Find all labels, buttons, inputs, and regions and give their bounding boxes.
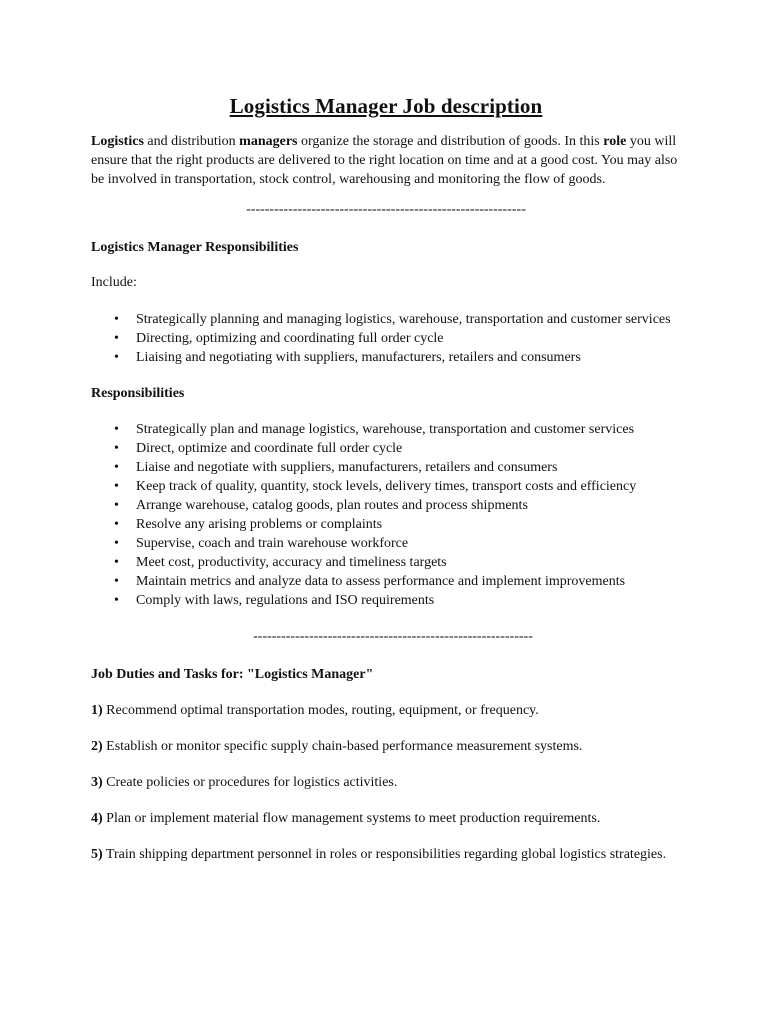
list-item-text: Directing, optimizing and coordinating full order cycle (136, 331, 444, 346)
divider-line: ------------------------------------------------------------ (246, 202, 526, 217)
duty-number: 1) (91, 703, 103, 718)
bullet-icon: • (114, 479, 119, 494)
list-item-text: Strategically planning and managing logistics, warehouse, transportation and customer services (136, 312, 671, 327)
intro-bold-role: role (603, 134, 627, 149)
duty-number: 5) (91, 847, 103, 862)
bullet-icon: • (114, 536, 119, 551)
page-title: Logistics Manager Job description (229, 94, 543, 118)
duty-number: 4) (91, 811, 103, 826)
bullet-icon: • (114, 350, 119, 365)
intro-text-1: and distribution (143, 134, 240, 149)
list-item (91, 572, 681, 591)
document-page (91, 92, 681, 864)
duty-number: 3) (91, 775, 103, 790)
list-item-text: Keep track of quality, quantity, stock levels, delivery times, transport costs and efficiency (136, 479, 637, 494)
list-item (91, 496, 681, 515)
list-item-text: Comply with laws, regulations and ISO requirements (136, 593, 435, 608)
list-item (91, 310, 681, 329)
list-item (91, 329, 681, 348)
list-item (91, 439, 681, 458)
section-heading-responsibilities: Responsibilities (91, 386, 185, 401)
list-item-text: Maintain metrics and analyze data to assess performance and implement improvements (136, 574, 626, 589)
intro-text-2: organize the storage and distribution of goods. In this (297, 134, 604, 149)
duty-text: Plan or implement material flow management systems to meet production requirements. (102, 811, 601, 826)
duty-text: Establish or monitor specific supply chain-based performance measurement systems. (102, 739, 583, 754)
include-label: Include: (91, 275, 137, 290)
list-item-text: Supervise, coach and train warehouse workforce (136, 536, 409, 551)
duty-item (91, 809, 681, 828)
duty-number: 2) (91, 739, 103, 754)
bullet-icon: • (114, 555, 119, 570)
list-item (91, 348, 681, 367)
duty-text: Recommend optimal transportation modes, routing, equipment, or frequency. (102, 703, 539, 718)
duty-item (91, 845, 681, 864)
duty-item (91, 737, 681, 756)
list-item (91, 553, 681, 572)
bullet-icon: • (114, 331, 119, 346)
list-item-text: Liaise and negotiate with suppliers, manufacturers, retailers and consumers (136, 460, 558, 475)
list-item (91, 591, 681, 610)
duty-text: Create policies or procedures for logistics activities. (102, 775, 398, 790)
intro-text-3: you will ensure that the right products are delivered to the right location on time and at a good cost. You may also be involved in transportation, stock control, warehousing and monitoring the flow of goods. (91, 134, 678, 187)
list-item (91, 458, 681, 477)
list-item (91, 534, 681, 553)
intro-bold-managers: managers (239, 134, 298, 149)
responsibilities-list (91, 420, 681, 610)
bullet-icon: • (114, 460, 119, 475)
divider-line: ------------------------------------------------------------ (253, 629, 533, 644)
list-item-text: Meet cost, productivity, accuracy and timeliness targets (136, 555, 447, 570)
list-item (91, 420, 681, 439)
list-item-text: Liaising and negotiating with suppliers, manufacturers, retailers and consumers (136, 350, 581, 365)
section-heading-job-duties: Job Duties and Tasks for: "Logistics Manager" (91, 667, 374, 682)
duty-item (91, 701, 681, 720)
list-item-text: Strategically plan and manage logistics, warehouse, transportation and customer services (136, 422, 635, 437)
duty-text: Train shipping department personnel in roles or responsibilities regarding global logistics strategies. (102, 847, 667, 862)
bullet-icon: • (114, 312, 119, 327)
list-item-text: Arrange warehouse, catalog goods, plan routes and process shipments (136, 498, 528, 513)
list-item (91, 477, 681, 496)
bullet-icon: • (114, 441, 119, 456)
list-item-text: Resolve any arising problems or complaints (136, 517, 383, 532)
bullet-icon: • (114, 498, 119, 513)
bullet-icon: • (114, 593, 119, 608)
manager-responsibilities-list (91, 310, 681, 367)
duty-item (91, 773, 681, 792)
intro-paragraph (91, 132, 681, 189)
bullet-icon: • (114, 422, 119, 437)
section-heading-manager-responsibilities: Logistics Manager Responsibilities (91, 240, 299, 255)
list-item (91, 515, 681, 534)
bullet-icon: • (114, 517, 119, 532)
bullet-icon: • (114, 574, 119, 589)
list-item-text: Direct, optimize and coordinate full order cycle (136, 441, 403, 456)
intro-bold-logistics: Logistics (91, 134, 144, 149)
